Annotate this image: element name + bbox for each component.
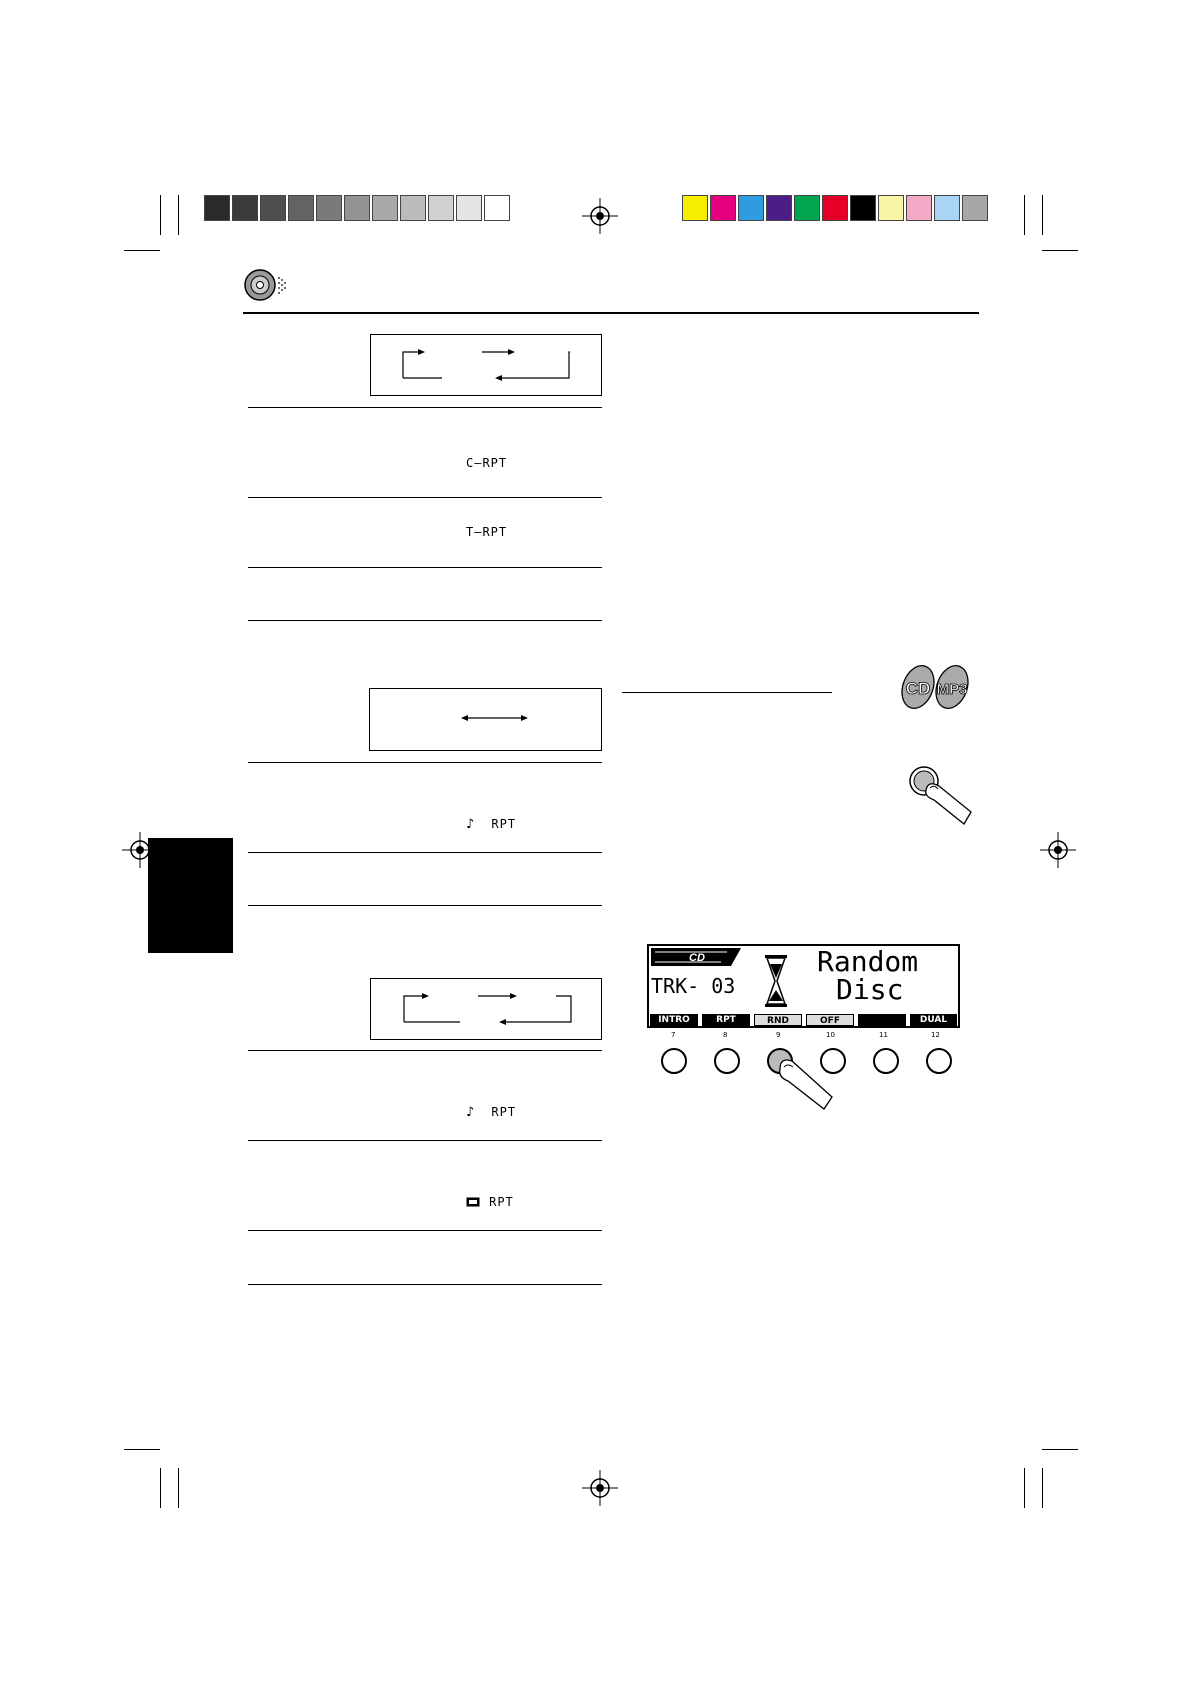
- table-rule: [248, 852, 602, 853]
- gray-swatch: [260, 195, 286, 221]
- folder-rpt-indicator: RPT: [489, 1195, 514, 1209]
- folder-icon: [466, 1196, 480, 1207]
- color-swatch: [738, 195, 764, 221]
- file-rpt-row-2: [466, 1101, 516, 1120]
- crop-mark: [1042, 1449, 1078, 1450]
- fkey-blank: [858, 1014, 906, 1026]
- button-11[interactable]: [873, 1048, 899, 1074]
- crop-mark: [124, 250, 160, 251]
- file-rpt-indicator: RPT: [491, 1105, 517, 1119]
- color-swatch: [710, 195, 736, 221]
- gray-swatch: [344, 195, 370, 221]
- mp3-badge-text: MP3: [936, 681, 968, 698]
- gray-swatch: [372, 195, 398, 221]
- crop-mark: [1042, 1468, 1043, 1508]
- gray-swatch: [316, 195, 342, 221]
- crop-mark: [160, 1468, 161, 1508]
- registration-mark-icon: [582, 198, 618, 234]
- cd-disc-icon: [243, 268, 295, 304]
- key-number-10: 10: [826, 1031, 835, 1039]
- crop-mark: [160, 195, 161, 235]
- key-number-11: 11: [879, 1031, 888, 1039]
- key-number-12: 12: [931, 1031, 940, 1039]
- table-rule: [248, 497, 602, 498]
- table-rule: [248, 620, 602, 621]
- cycle-arrows-diagram: [370, 334, 602, 396]
- gray-swatch: [204, 195, 230, 221]
- file-rpt-row: [466, 813, 516, 832]
- gray-swatch: [232, 195, 258, 221]
- fkey-dual: DUAL: [910, 1014, 957, 1026]
- gray-swatch: [456, 195, 482, 221]
- gray-swatch: [400, 195, 426, 221]
- section-heading-rule: [622, 692, 832, 693]
- function-key-bar: [649, 1014, 958, 1026]
- svg-text:CD: CD: [689, 952, 705, 964]
- gray-swatch: [484, 195, 510, 221]
- fkey-rpt: RPT: [702, 1014, 750, 1026]
- finger-press-button-icon: [906, 762, 976, 828]
- music-note-icon: ♪: [466, 1105, 475, 1120]
- color-swatch: [682, 195, 708, 221]
- color-swatch: [850, 195, 876, 221]
- lcd-track-number: TRK- 03: [651, 974, 736, 998]
- gray-swatch: [288, 195, 314, 221]
- language-tab: [148, 838, 233, 953]
- color-swatch: [794, 195, 820, 221]
- color-swatch: [934, 195, 960, 221]
- folder-rpt-row: [466, 1191, 514, 1210]
- table-rule: [248, 1140, 602, 1141]
- crop-mark: [1042, 250, 1078, 251]
- music-note-icon: ♪: [466, 817, 475, 832]
- fkey-off: OFF: [806, 1014, 854, 1026]
- key-number-7: 7: [671, 1031, 676, 1039]
- table-rule: [248, 407, 602, 408]
- key-number-9: 9: [776, 1031, 781, 1039]
- cd-badge-text: CD: [905, 679, 931, 698]
- file-rpt-indicator: RPT: [491, 817, 517, 831]
- button-7[interactable]: [661, 1048, 687, 1074]
- table-rule: [248, 567, 602, 568]
- fkey-intro: INTRO: [650, 1014, 698, 1026]
- key-number-8: 8: [723, 1031, 728, 1039]
- crop-mark: [1024, 1468, 1025, 1508]
- lcd-line-disc: Disc: [836, 973, 904, 1006]
- finger-icon: [776, 1055, 836, 1111]
- color-swatch: [962, 195, 988, 221]
- button-8[interactable]: [714, 1048, 740, 1074]
- t-rpt-indicator: T–RPT: [466, 525, 508, 539]
- c-rpt-indicator: C–RPT: [466, 456, 508, 470]
- color-swatch: [878, 195, 904, 221]
- cycle-arrows-diagram: [370, 978, 602, 1040]
- table-rule: [248, 762, 602, 763]
- color-swatch: [906, 195, 932, 221]
- table-rule: [248, 1050, 602, 1051]
- gray-swatch: [428, 195, 454, 221]
- fkey-rnd: RND: [754, 1014, 802, 1026]
- color-swatch: [766, 195, 792, 221]
- header-rule: [243, 312, 979, 314]
- toggle-arrow-diagram: [369, 688, 602, 751]
- crop-mark: [124, 1449, 160, 1450]
- crop-mark: [1042, 195, 1043, 235]
- cd-source-icon: [651, 948, 741, 966]
- table-rule: [248, 1230, 602, 1231]
- table-rule: [248, 905, 602, 906]
- lcd-line-random: Random: [817, 945, 919, 978]
- button-12[interactable]: [926, 1048, 952, 1074]
- cd-mp3-badge-icon: [896, 664, 976, 710]
- hourglass-icon: [764, 954, 788, 1008]
- crop-mark: [178, 1468, 179, 1508]
- crop-mark: [178, 195, 179, 235]
- crop-mark: [1024, 195, 1025, 235]
- lcd-display: [647, 944, 960, 1028]
- color-swatch: [822, 195, 848, 221]
- registration-mark-icon: [1040, 832, 1076, 868]
- registration-mark-icon: [582, 1470, 618, 1506]
- table-rule: [248, 1284, 602, 1285]
